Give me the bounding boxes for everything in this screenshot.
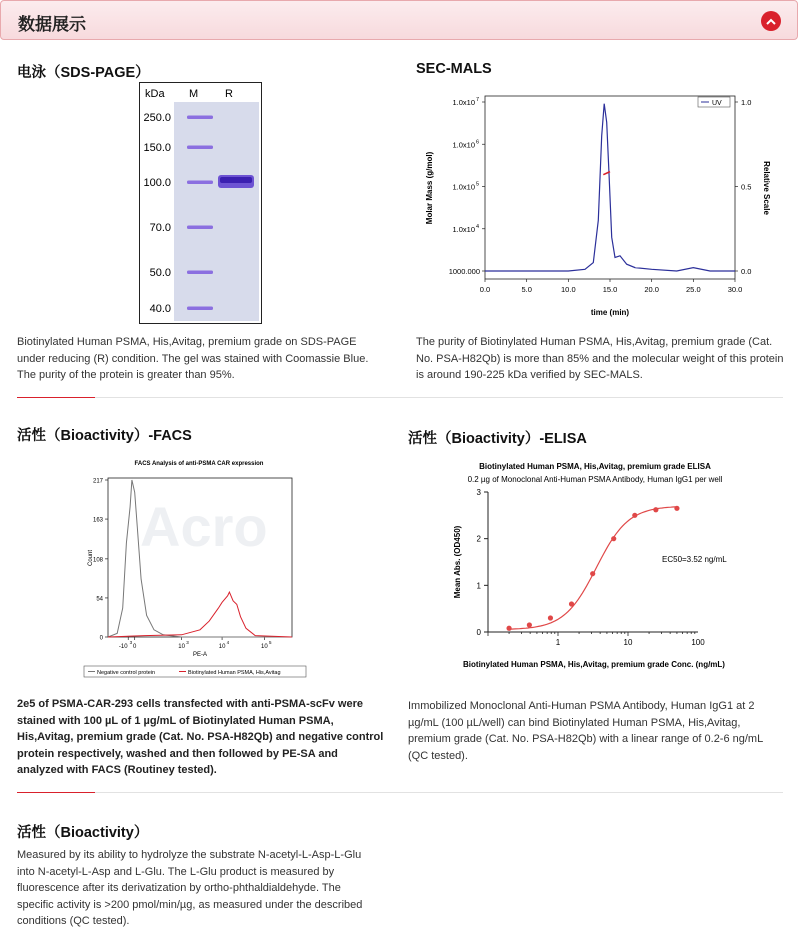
elisa-chart-subtitle: 0.2 µg of Monoclonal Anti-Human PSMA Antibody, Human IgG1 per well [467,475,723,484]
sec-y-tick-label: 1000.000 [448,267,480,276]
elisa-y-tick-label: 1 [476,581,481,591]
elisa-ec50-annotation: EC50=3.52 ng/mL [662,555,727,564]
sec-mals-title: SEC-MALS [416,61,492,77]
chevron-up-icon [766,18,776,25]
bioactivity-title: 活性（Bioactivity） [17,825,149,841]
gel-marker-band [187,181,213,185]
sds-page-gel-image [139,82,262,324]
gel-marker-band [187,146,213,150]
sec-x-tick-label: 10.0 [561,285,576,294]
sds-page-title: 电泳（SDS-PAGE） [17,65,150,81]
gel-marker-band [187,307,213,311]
elisa-y-axis-label: Mean Abs. (OD450) [453,525,462,599]
sec-y-tick-exponent: 7 [476,97,480,103]
section-divider [17,792,783,793]
gel-marker-band [187,271,213,275]
elisa-y-tick-label: 2 [476,534,481,544]
elisa-fit-curve [509,507,677,629]
facs-y-axis-label: Count [88,549,94,567]
gel-marker-label: 100.0 [143,177,171,189]
facs-x-tick-label: 0 [133,644,137,650]
gel-label-kda: kDa [145,88,165,100]
elisa-y-tick-label: 0 [476,628,481,637]
elisa-y-tick-label: 3 [476,488,481,497]
sec-x-tick-label: 5.0 [521,285,532,294]
sec-y-axis-label: Molar Mass (g/mol) [425,151,434,225]
sec-y-tick-label: 1.0x10 [452,98,475,107]
legend-label: UV [712,100,722,107]
elisa-chart-title: Biotinylated Human PSMA, His,Avitag, premium grade ELISA [479,462,711,471]
gel-marker-label: 50.0 [149,267,171,279]
header-title: 数据展示 [18,15,86,34]
facs-legend-negative: Negative control protein [97,670,156,676]
gel-marker-label: 150.0 [143,142,171,154]
gel-marker-band [187,116,213,120]
sec-x-tick-label: 20.0 [644,285,659,294]
elisa-data-point [653,507,658,512]
sec-y-tick-label: 1.0x10 [452,224,475,234]
facs-y-tick-label: 0 [99,635,103,642]
sample-band-core [220,177,252,183]
sec-y-tick-exponent: 6 [476,139,480,146]
elisa-data-point [611,536,616,541]
sec-y2-tick-label: 1.0 [741,98,752,107]
sec-y2-axis-label: Relative Scale [762,161,771,215]
acro-watermark: Acro [140,495,268,558]
sec-y-tick-exponent: 4 [476,223,480,230]
facs-x-tick-label: -10 [118,644,128,650]
elisa-x-tick-label: 100 [691,638,705,647]
facs-title: 活性（Bioactivity）-FACS [17,428,192,444]
gel-label-marker: M [189,88,199,100]
facs-x-tick-exponent: 3 [186,640,189,645]
facs-y-tick-label: 163 [92,517,103,524]
elisa-caption: Immobilized Monoclonal Anti-Human PSMA Antibody, Human IgG1 at 2 µg/mL (100 µL/well) can bind Biotinylated Human PSMA, His,Avitag, premium grade (Cat. No. PSA-H82Qb) with a linear range of 0.2-6 ng/mL (QC tested). [408,700,763,762]
sec-x-tick-label: 30.0 [727,285,743,294]
data-display-header [0,0,798,40]
elisa-title: 活性（Bioactivity）-ELISA [408,431,587,447]
facs-y-tick-label: 108 [92,557,103,564]
facs-chart-title: FACS Analysis of anti-PSMA CAR expression [134,461,264,467]
sec-x-axis-label: time (min) [590,308,630,317]
facs-x-axis-label: PE-A [192,652,208,658]
facs-x-tick-label: 10 [261,644,268,650]
sec-y-tick-exponent: 5 [476,181,480,188]
sec-y2-tick-label: 0.5 [741,182,752,192]
elisa-chart [440,458,770,672]
sec-x-tick-label: 0.0 [479,285,491,294]
gel-marker-label: 70.0 [149,222,171,234]
gel-marker-label: 250.0 [143,112,171,124]
gel-marker-band [187,226,213,230]
elisa-data-point [590,571,595,576]
gel-label-reduced: R [225,88,233,100]
facs-x-tick-exponent: 3 [129,640,133,645]
elisa-x-axis-label: Biotinylated Human PSMA, His,Avitag, premium grade Conc. (ng/mL) [463,660,725,669]
elisa-data-point [548,615,553,620]
sec-x-tick-label: 15.0 [602,285,618,294]
elisa-data-point [674,506,679,511]
facs-x-tick-label: 10 [218,644,226,650]
collapse-button[interactable] [761,11,781,31]
facs-caption: 2e5 of PSMA-CAR-293 cells transfected with anti-PSMA-scFv were stained with 100 µL of 1 µg/mL of Biotinylated Human PSMA, His,Avitag, premium grade (Cat. No. PSA-H82Qb) and negative control protein respectively, washed and then followed by PE-SA and analyzed with FACS (Routiney tested). [17,698,384,776]
bioactivity-caption: Measured by its ability to hydrolyze the substrate N-acetyl-L-Asp-L-Glu into N-acetyl-L-Asp and L-Glu. The L-Glu product is measured by fluorescence after its derivatization by ortho-phthaldialdehyde. The specific activity is >200 pmol/min/µg, as measured under the described conditions (QC tested). [17,849,363,927]
facs-y-tick-label: 217 [92,478,103,485]
gel-marker-label: 40.0 [149,303,171,315]
section-divider [17,397,783,398]
sds-page-caption: Biotinylated Human PSMA, His,Avitag, premium grade on SDS-PAGE under reducing (R) condition. The gel was stained with Coomassie Blue. The purity of the protein is greater than 95%. [17,336,369,381]
psma-histogram [108,592,292,637]
facs-x-tick-exponent: 5 [269,640,272,645]
sec-mals-chart [418,84,778,320]
elisa-data-point [527,622,532,627]
sec-y-tick-label: 1.0x10 [452,182,475,192]
sec-x-tick-label: 25.0 [686,285,701,294]
facs-legend-psma: Biotinylated Human PSMA, His,Avitag [188,670,281,676]
facs-chart [82,456,308,682]
sec-y-tick-label: 1.0x10 [452,140,475,150]
uv-trace [485,104,735,271]
elisa-x-tick-label: 1 [555,638,561,647]
elisa-data-point [506,626,511,631]
elisa-data-point [632,513,637,518]
sec-y2-tick-label: 0.0 [741,267,752,276]
elisa-data-point [569,601,574,606]
facs-x-tick-label: 10 [178,644,185,650]
facs-x-tick-exponent: 4 [226,640,230,645]
sec-mals-caption: The purity of Biotinylated Human PSMA, His,Avitag, premium grade (Cat. No. PSA-H82Qb) is more than 85% and the molecular weight of this protein is around 190-225 kDa verified by SEC-MALS. [416,336,784,381]
elisa-x-tick-label: 10 [623,638,633,647]
facs-y-tick-label: 54 [96,596,103,603]
